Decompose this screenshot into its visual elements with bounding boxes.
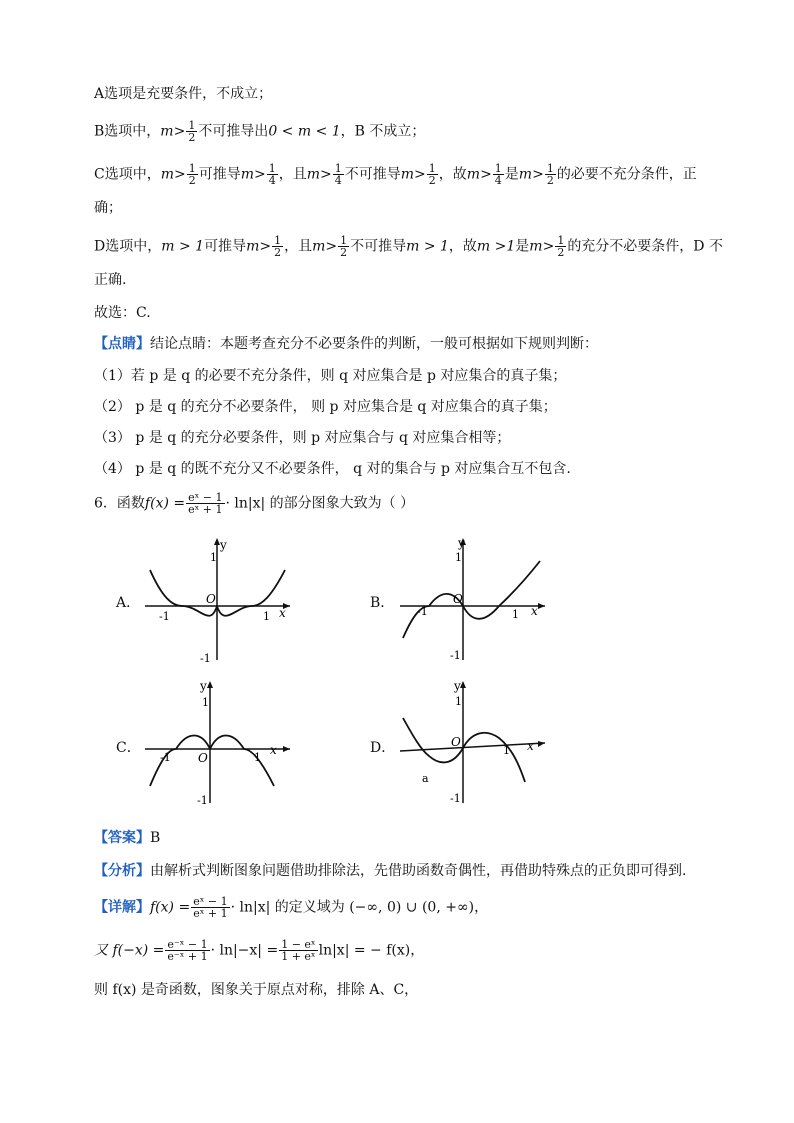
option-a-label: A． — [116, 595, 141, 611]
answer-line: 【答案】B — [94, 830, 161, 846]
rule-2: （2） p 是 q 的充分不必要条件， 则 p 对应集合是 q 对应集合的真子集； — [94, 399, 557, 415]
y-tick-1: 1 — [455, 695, 462, 708]
question-6: 6．函数f(x) = $\frac{\text{eˣ − 1}}{\text{eˣ + 1}}$ · ln|x| 的部分图象大致为（ ） — [94, 491, 415, 516]
x-label: x — [527, 739, 534, 753]
y-arrow — [207, 681, 213, 688]
option-c-explanation-cont: 确； — [94, 200, 122, 216]
rule-1: （1）若 p 是 q 的必要不充分条件，则 q 对应集合是 p 对应集合的真子集； — [94, 368, 567, 384]
graph-option-c — [140, 678, 295, 808]
x-label: x — [270, 743, 277, 757]
x-tick-neg1: -1 — [417, 605, 428, 618]
origin-label: O — [453, 592, 463, 606]
x-label: x — [279, 606, 286, 620]
rule-4: （4） p 是 q 的既不充分又不必要条件， q 对的集合与 p 对应集合互不包含. — [94, 461, 571, 477]
option-d-label: D． — [370, 740, 396, 756]
x-arrow — [538, 603, 545, 609]
x-tick-1: 1 — [503, 744, 510, 757]
y-label: y — [200, 679, 207, 693]
option-b-label: B． — [370, 595, 395, 611]
y-label: y — [220, 538, 227, 552]
option-d-explanation: D选项中，m > 1可推导m> $\frac{1}{2}$ ，且m> $\frac{1}{2}$ 不可推导m > 1，故m >1是m> $\frac{1}{2}$ 的充分不必要条件，D 不 — [94, 234, 723, 259]
analysis-line: 【分析】由解析式判断图象问题借助排除法，先借助函数奇偶性，再借助特殊点的正负即可得到. — [94, 863, 687, 879]
option-c-explanation: C选项中，m> $\frac{1}{2}$ 可推导m> $\frac{1}{4}$ ，且m> $\frac{1}{4}$ 不可推导m> $\frac{1}{2}$ ，故m> $\frac{1}{4}$ 是m> $\frac{1}{2}$ 的必要不充分条件，正 — [94, 162, 697, 187]
y-tick-1: 1 — [202, 696, 209, 709]
origin-label: O — [198, 751, 208, 765]
rule-3: （3） p 是 q 的充分必要条件，则 p 对应集合与 q 对应集合相等； — [94, 430, 511, 446]
y-label: y — [458, 536, 465, 550]
detail-line-2: 又 f(−x) = $\frac{\text{e⁻ˣ − 1}}{\text{e⁻ˣ + 1}}$ · ln|−x| = $\frac{\text{1 − eˣ}}{\text{1 + eˣ}}$ ln|x| = − f(x)， — [94, 938, 425, 963]
detail-line-1: 【详解】f(x) = $\frac{\text{eˣ − 1}}{\text{eˣ + 1}}$ · ln|x| 的定义域为 (−∞, 0) ∪ (0, +∞)， — [94, 895, 489, 920]
graph-option-b — [395, 535, 550, 665]
y-label: y — [454, 679, 461, 693]
y-tick-neg1: -1 — [197, 794, 208, 807]
y-tick-1: 1 — [455, 551, 462, 564]
y-tick-1: 1 — [210, 551, 217, 564]
option-a-explanation: A选项是充要条件，不成立； — [94, 86, 273, 102]
x-arrow — [283, 746, 290, 752]
option-c-label: C． — [116, 740, 141, 756]
choice-conclusion: 故选：C. — [94, 305, 151, 321]
y-tick-neg1: -1 — [450, 649, 461, 662]
option-b-explanation: B选项中，m> $\frac{1}{2}$ 不可推导出0 < m < 1，B 不成立； — [94, 119, 426, 144]
origin-label: O — [206, 592, 216, 606]
detail-line-3: 则 f(x) 是奇函数，图象关于原点对称，排除 A、C， — [94, 982, 419, 998]
x-label: x — [531, 604, 538, 618]
curve — [403, 561, 540, 638]
origin-label: O — [451, 735, 461, 749]
graph-option-d — [395, 678, 550, 808]
x-arrow — [538, 741, 545, 747]
option-d-explanation-cont: 正确. — [94, 272, 127, 288]
y-tick-neg1: -1 — [450, 792, 461, 805]
stray-mark: a — [422, 772, 429, 785]
x-tick-neg1: -1 — [160, 751, 171, 764]
remark-heading: 【点睛】结论点睛：本题考查充分不必要条件的判断，一般可根据如下规则判断： — [94, 336, 598, 352]
y-arrow — [460, 681, 466, 688]
graph-option-a — [140, 535, 295, 665]
x-tick-neg1: -1 — [159, 610, 170, 623]
x-tick-1: 1 — [512, 608, 519, 621]
y-tick-neg1: -1 — [200, 652, 211, 665]
x-tick-1: 1 — [254, 751, 261, 764]
x-tick-1: 1 — [263, 610, 270, 623]
